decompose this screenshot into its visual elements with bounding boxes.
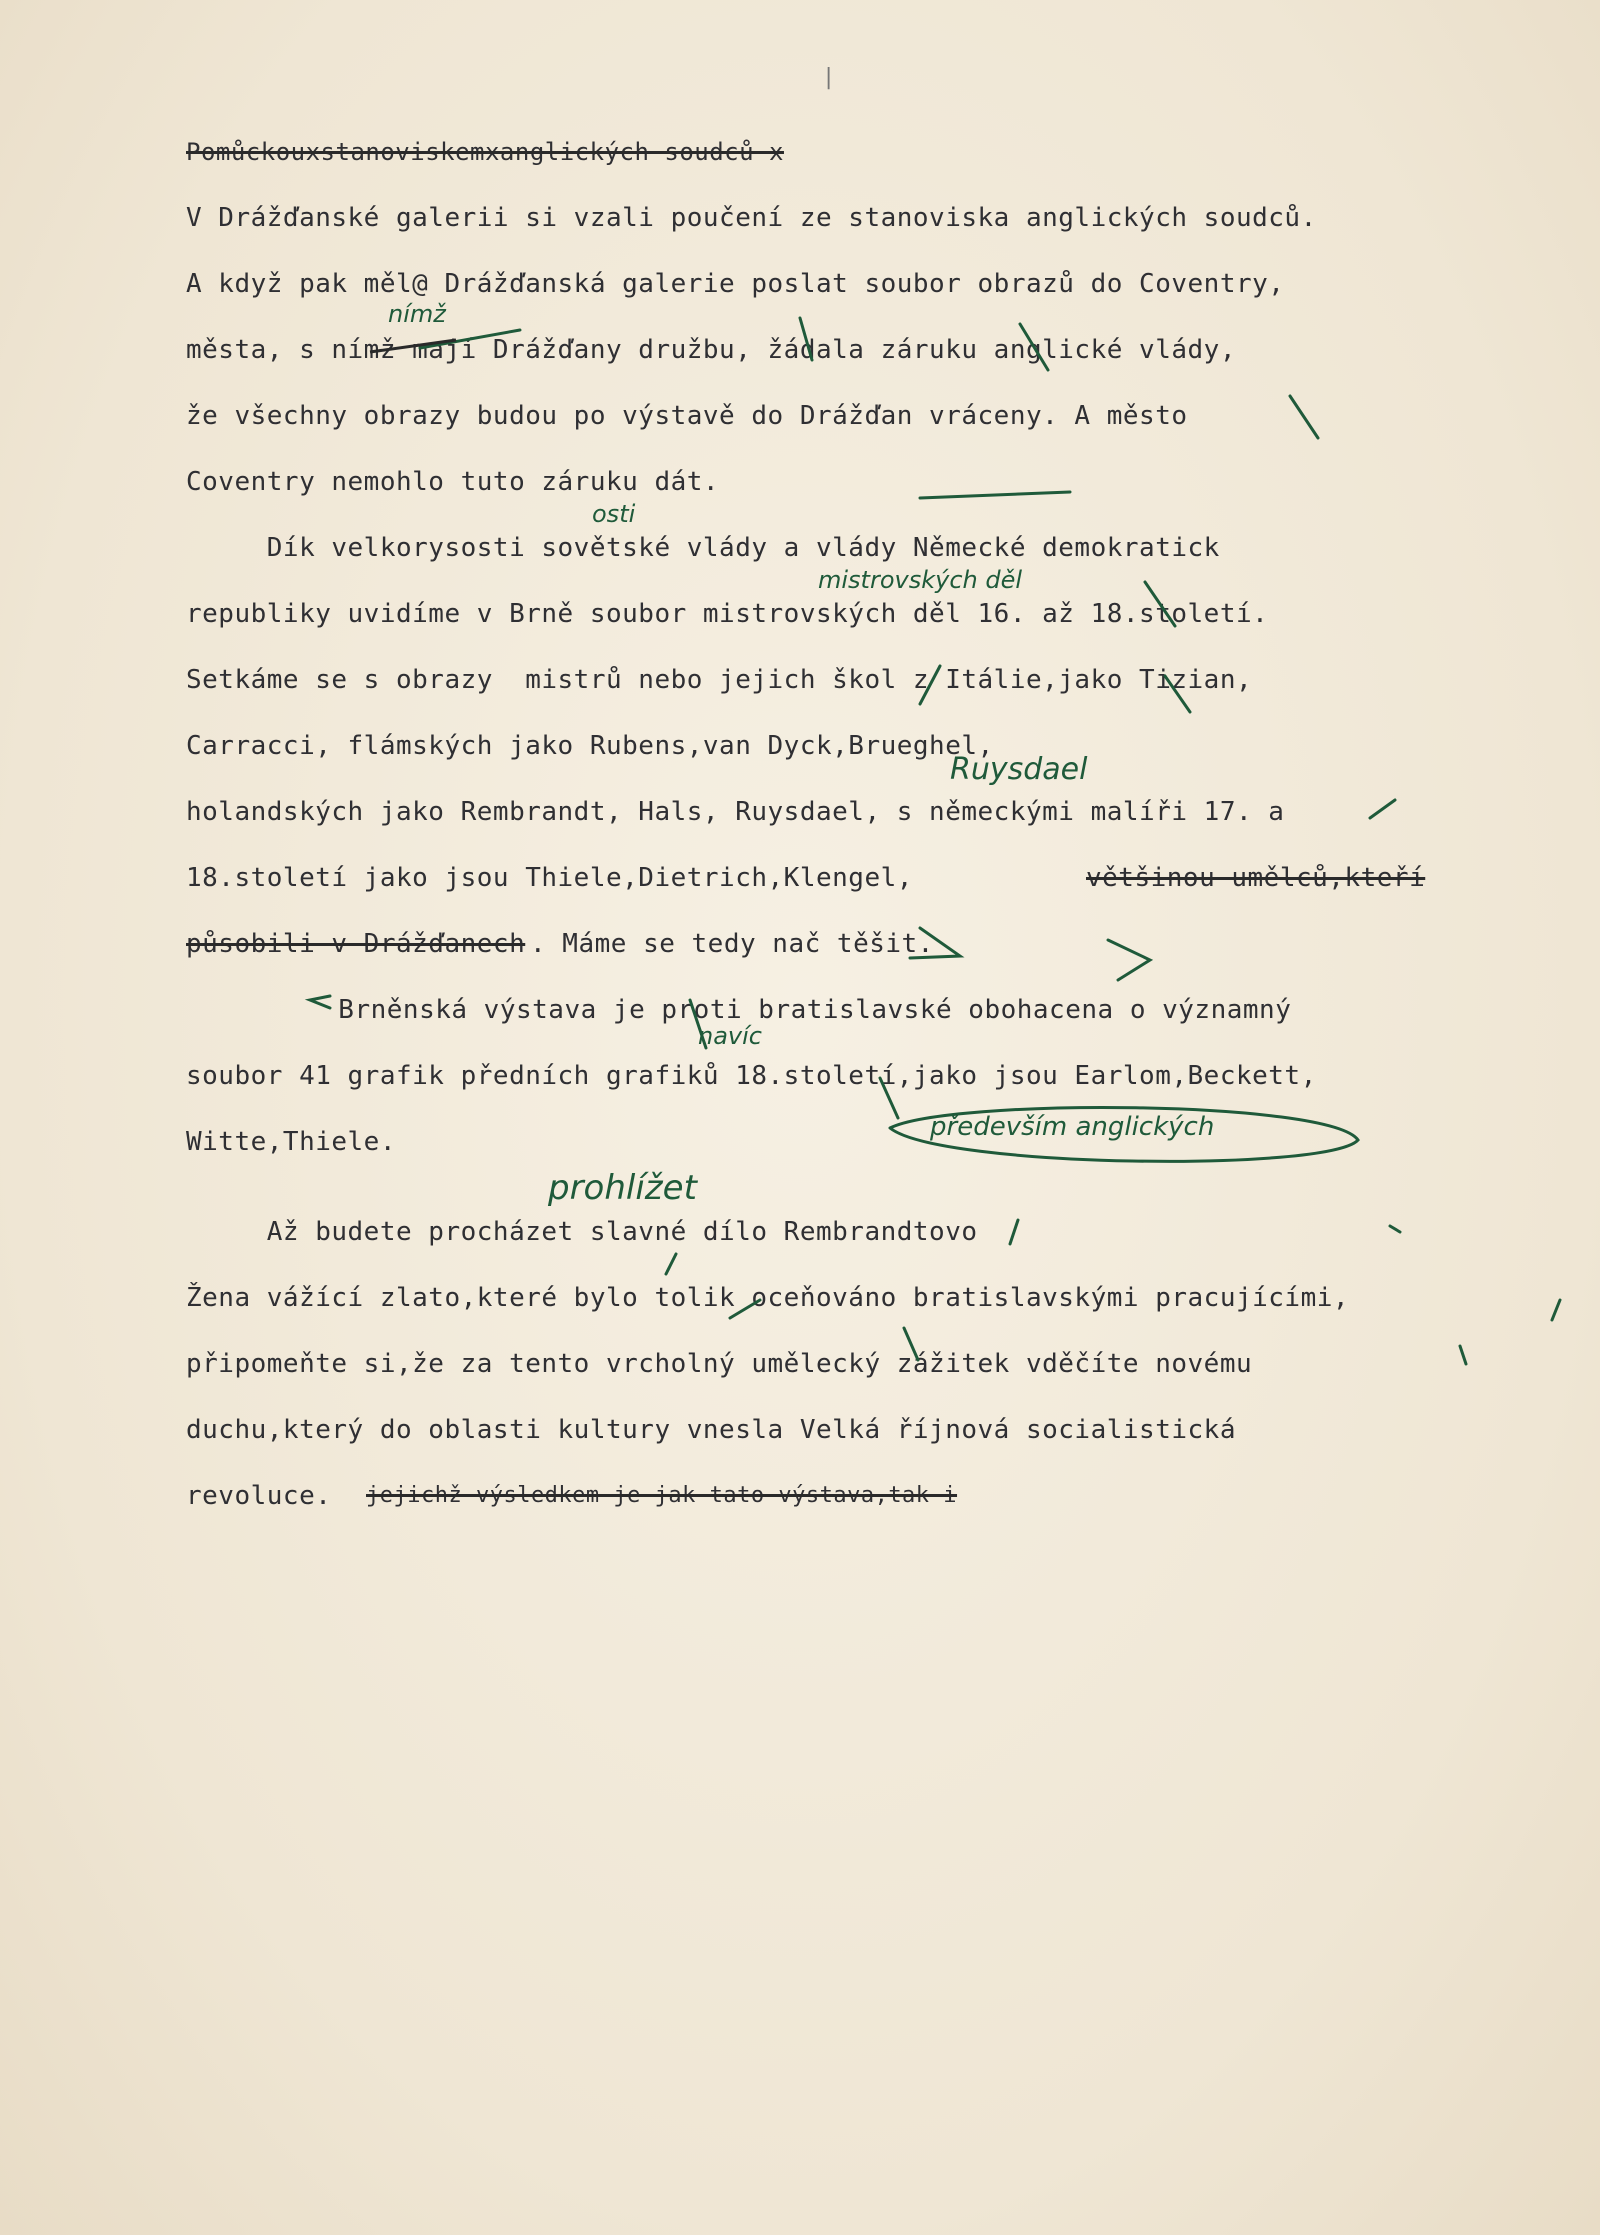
text-line-15: Witte,Thiele.	[186, 1127, 396, 1157]
text-line-12: . Máme se tedy nač těšit.	[530, 929, 934, 959]
text-line-19: duchu,který do oblasti kultury vnesla Velká říjnová socialistická	[186, 1415, 1236, 1445]
text-line-20: revoluce.	[186, 1481, 332, 1511]
struck-heading: Pomůckouxstanoviskemxanglických soudců x	[186, 138, 784, 166]
handwritten-ruysdael: Ruysdael	[950, 752, 1088, 787]
text-line-2: A když pak měl@ Drážďanská galerie poslat soubor obrazů do Coventry,	[186, 269, 1285, 299]
text-line-8: Setkáme se s obrazy mistrů nebo jejich škol z Itálie,jako Tizian,	[186, 665, 1253, 695]
text-line-7: republiky uvidíme v Brně soubor mistrovských děl 16. až 18.století.	[186, 599, 1269, 629]
text-line-4: že všechny obrazy budou po výstavě do Drážďan vráceny. A město	[186, 401, 1188, 431]
text-line-1: V Drážďanské galerii si vzali poučení ze stanoviska anglických soudců.	[186, 203, 1317, 233]
text-line-18: připomeňte si,že za tento vrcholný umělecký zážitek vděčíte novému	[186, 1349, 1253, 1379]
text-line-13: Brněnská výstava je proti bratislavské obohacena o významný	[306, 995, 1292, 1025]
handwritten-mistrovskych: mistrovských děl	[818, 566, 1023, 594]
text-line-5: Coventry nemohlo tuto záruku dát.	[186, 467, 720, 497]
text-line-3: města, s nímž mají Drážďany družbu, žádala záruku anglické vlády,	[186, 335, 1236, 365]
struck-segment-line20-tail: jejichž výsledkem je jak tato výstava,tak i	[366, 1483, 958, 1508]
handwritten-predevsim: především anglických	[930, 1112, 1215, 1142]
text-line-10: holandských jako Rembrandt, Hals, Ruysdael, s německými malíři 17. a	[186, 797, 1285, 827]
handwritten-prohlizet: prohlížet	[548, 1168, 697, 1208]
struck-segment-line11-tail: většinou umělců,kteří	[1086, 863, 1426, 893]
text-line-6: Dík velkorysosti sovětské vlády a vlády Německé demokratick	[186, 533, 1220, 563]
handwritten-navic: navíc	[698, 1022, 762, 1050]
handwritten-nimz: nímž	[388, 300, 446, 328]
handwritten-osti: osti	[592, 500, 636, 528]
text-line-11: 18.století jako jsou Thiele,Dietrich,Klengel,	[186, 863, 913, 893]
text-line-14: soubor 41 grafik předních grafiků 18.století,jako jsou Earlom,Beckett,	[186, 1061, 1317, 1091]
page-mark: |	[822, 65, 836, 90]
text-line-16: Až budete procházet slavné dílo Rembrandtovo	[186, 1217, 978, 1247]
text-line-9: Carracci, flámských jako Rubens,van Dyck,Brueghel,	[186, 731, 994, 761]
text-line-17: Žena vážící zlato,které bylo tolik oceňováno bratislavskými pracujícími,	[186, 1283, 1350, 1313]
struck-segment-line12-head: působili v Drážďanech	[186, 929, 526, 959]
